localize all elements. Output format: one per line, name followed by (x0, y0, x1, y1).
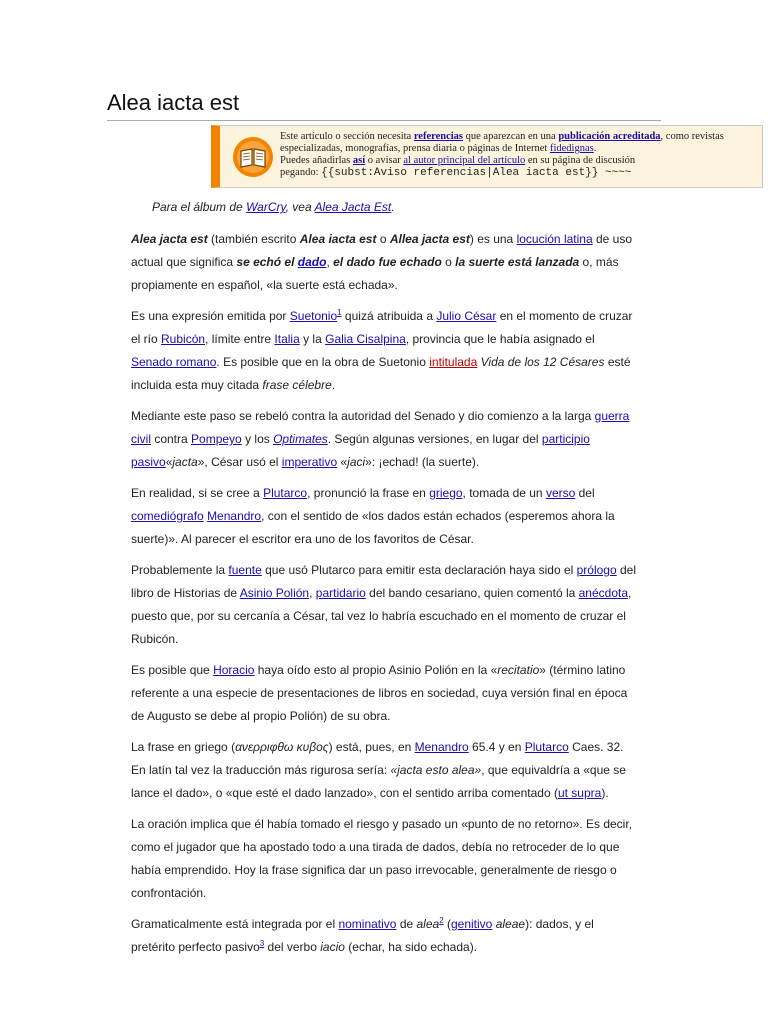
text: o, más propiamente en español, «la suerte está echada». (131, 255, 619, 292)
term-bold: Allea jacta est (389, 232, 470, 246)
notice-text-part: . (593, 143, 597, 154)
senado-romano-link[interactable]: Senado romano (131, 355, 217, 369)
locucion-latina-link[interactable]: locución latina (516, 232, 593, 246)
imperativo-link[interactable]: imperativo (281, 455, 338, 469)
paragraph-gramatica (131, 913, 639, 959)
text: , provincia que le había asignado el (405, 332, 595, 346)
text: La frase en griego ( (131, 740, 236, 754)
italic-text: iacio (320, 940, 345, 954)
menandro-link[interactable]: Menandro (207, 509, 262, 523)
fuente-link[interactable]: fuente (228, 563, 262, 577)
fidedignas-link[interactable]: fidedignas (549, 143, 594, 154)
notice-text-part: Este artículo o sección necesita (280, 131, 414, 142)
paragraph-horacio (131, 659, 639, 728)
text: (echar, ha sido echada). (344, 940, 478, 954)
text: ) es una (469, 232, 517, 246)
alea-jacta-est-link[interactable]: Alea Jacta Est (314, 200, 392, 214)
article-body (131, 196, 639, 967)
text: , con el sentido de «los dados están echados (esperemos ahora la suerte)». Al parecer el escritor era uno de los favoritos de César. (131, 509, 615, 546)
suetonio-link[interactable]: Suetonio (289, 309, 338, 323)
notice-text-part: que aparezcan en una (463, 131, 559, 142)
italic-text: jaci (347, 455, 366, 469)
paragraph-griego (131, 736, 639, 805)
hatnote-text: . (391, 200, 395, 214)
menandro-link-2[interactable]: Menandro (414, 740, 469, 754)
italic-text: alea (416, 917, 440, 931)
text: , pronunció la frase en (307, 486, 430, 500)
galia-cisalpina-link[interactable]: Galia Cisalpina (325, 332, 406, 346)
pompeyo-link[interactable]: Pompeyo (191, 432, 242, 446)
ut-supra-link[interactable]: ut supra (557, 786, 602, 800)
text: « (165, 455, 173, 469)
italic-text: recitatio (497, 663, 540, 677)
text: ). (601, 786, 609, 800)
warcry-link[interactable]: WarCry (246, 200, 286, 214)
notice-text-part: , como revistas (660, 131, 724, 142)
comediografo-link[interactable]: comediógrafo (131, 509, 204, 523)
asi-link[interactable]: así (352, 155, 366, 166)
text: (también escrito (207, 232, 300, 246)
text: del verbo (264, 940, 321, 954)
verso-link[interactable]: verso (545, 486, 576, 500)
text: de uso actual que significa (131, 232, 633, 269)
text: haya oído esto al propio Asinio Polión en la « (254, 663, 498, 677)
text: Gramaticalmente está integrada por el (131, 917, 339, 931)
text: . Es posible que en la obra de Suetonio (216, 355, 430, 369)
text: , límite entre (205, 332, 275, 346)
page-title: Alea iacta est (107, 90, 240, 115)
text: , (326, 255, 334, 269)
italic-text: jacta (172, 455, 198, 469)
partidario-link[interactable]: partidario (315, 586, 366, 600)
text: o (376, 232, 390, 246)
italic-text: «jacta esto alea» (390, 763, 482, 777)
book-icon (232, 136, 274, 178)
publicacion-acreditada-link[interactable]: publicación acreditada (558, 131, 661, 142)
prologo-link[interactable]: prólogo (576, 563, 617, 577)
text: del libro de Historias de (131, 563, 637, 600)
paragraph-intro (131, 228, 639, 297)
hatnote-text: Para el álbum de (152, 200, 247, 214)
italic-text: ανερριφθω κυβος (235, 740, 329, 754)
optimates-link[interactable]: Optimates (273, 432, 328, 446)
asinio-polion-link[interactable]: Asinio Polión (239, 586, 310, 600)
term-bold: Alea iacta est (299, 232, 377, 246)
paragraph-senado (131, 405, 639, 474)
footnote-3-link[interactable]: 3 (259, 939, 265, 948)
text: , (309, 586, 316, 600)
footnote-2-link[interactable]: 2 (439, 916, 444, 925)
title-divider (107, 120, 661, 121)
text: . Según algunas versiones, en lugar del (327, 432, 542, 446)
text: de (396, 917, 417, 931)
text: que usó Plutarco para emitir esta declaración haya sido el (261, 563, 577, 577)
intitulada-link[interactable]: intitulada (429, 355, 478, 369)
italic-text: Vida de los 12 Césares (480, 355, 605, 369)
text: » (término latino referente a una especie de presentaciones de libros en sociedad, cuya versión final en época de Augusto se debe al propio Polión) de su obra. (131, 663, 628, 723)
plutarco-link[interactable]: Plutarco (263, 486, 308, 500)
notice-text-part: en su página de discusión (525, 155, 636, 166)
text: quizá atribuida a (341, 309, 437, 323)
term-bold: Alea jacta est (131, 232, 208, 246)
text: Caes. 32. En latín tal vez la traducción más rigurosa sería: (131, 740, 624, 777)
term-bold: la suerte está lanzada (455, 255, 580, 269)
italic-text: frase célebre (262, 378, 332, 392)
griego-link[interactable]: griego (429, 486, 463, 500)
text: La oración implica que él había tomado el riesgo y pasado un «punto de no retorno». Es decir, como el jugador que ha apostado todo a una tirada de dados, debía no retroceder de lo que había emprendido. Hoy la frase significa dar un paso irrevocable, generalmente de riesgo o confrontación. (131, 817, 632, 900)
text: en el momento de cruzar el río (131, 309, 633, 346)
plutarco-link-2[interactable]: Plutarco (524, 740, 569, 754)
notice-text-part: o avisar (365, 155, 404, 166)
template-code: {{subst:Aviso referencias|Alea iacta est}} ~~~~ (321, 167, 632, 179)
text: del (575, 486, 595, 500)
nominativo-link[interactable]: nominativo (338, 917, 397, 931)
italia-link[interactable]: Italia (274, 332, 300, 346)
rubicon-link[interactable]: Rubicón (161, 332, 206, 346)
footnote-1-link[interactable]: 1 (337, 308, 342, 317)
text: , tomada de un (462, 486, 546, 500)
text: , puesto que, por su cercanía a César, tal vez lo habría escuchado en el momento de cruzar el Rubicón. (131, 586, 632, 646)
dado-link[interactable]: dado (297, 255, 327, 269)
genitivo-link[interactable]: genitivo (450, 917, 493, 931)
text: ): dados, y el pretérito perfecto pasivo (131, 917, 594, 954)
text: y la (299, 332, 326, 346)
paragraph-plutarco (131, 482, 639, 551)
autor-principal-link[interactable]: al autor principal del artículo (403, 155, 526, 166)
notice-text-part: pegando: (280, 167, 322, 178)
paragraph-fuente (131, 559, 639, 651)
notice-text (280, 131, 765, 179)
text: En realidad, si se cree a (131, 486, 264, 500)
anecdota-link[interactable]: anécdota (578, 586, 629, 600)
text: del bando cesariano, quien comentó la (365, 586, 579, 600)
notice-text-part: especializadas, monografías, prensa diaria o páginas de Internet (280, 143, 550, 154)
text: Es posible que (131, 663, 214, 677)
hatnote-text: , vea (285, 200, 315, 214)
participio-pasivo-link[interactable]: participio pasivo (131, 432, 590, 469)
hatnote (152, 196, 639, 219)
italic-text: aleae (495, 917, 526, 931)
text: Es una expresión emitida por (131, 309, 290, 323)
text: contra (151, 432, 192, 446)
julio-cesar-link[interactable]: Julio César (436, 309, 497, 323)
text: . (331, 378, 336, 392)
text: ) está, pues, en (328, 740, 415, 754)
term-bold: el dado fue echado (333, 255, 442, 269)
text: « (337, 455, 348, 469)
text: ( (443, 917, 451, 931)
paragraph-oracion (131, 813, 639, 905)
notice-text-part: Puedes añadirlas (280, 155, 353, 166)
text: Probablemente la (131, 563, 229, 577)
text: y los (241, 432, 274, 446)
text: esté incluida esta muy citada (131, 355, 631, 392)
paragraph-suetonio (131, 305, 639, 397)
horacio-link[interactable]: Horacio (213, 663, 255, 677)
term-bold: se echó el (236, 255, 298, 269)
text: o (441, 255, 456, 269)
text: 65.4 y en (468, 740, 525, 754)
text: , que equivaldría a «que se lance el dado», o «que esté el dado lanzado», con el sentido arriba comentado ( (131, 763, 626, 800)
text: »: ¡echad! (la suerte). (365, 455, 480, 469)
guerra-civil-link[interactable]: guerra civil (131, 409, 630, 446)
text: Mediante este paso se rebeló contra la autoridad del Senado y dio comienzo a la larga (131, 409, 595, 423)
text: », César usó el (197, 455, 282, 469)
references-notice-box (211, 125, 763, 188)
referencias-link[interactable]: referencias (413, 131, 464, 142)
